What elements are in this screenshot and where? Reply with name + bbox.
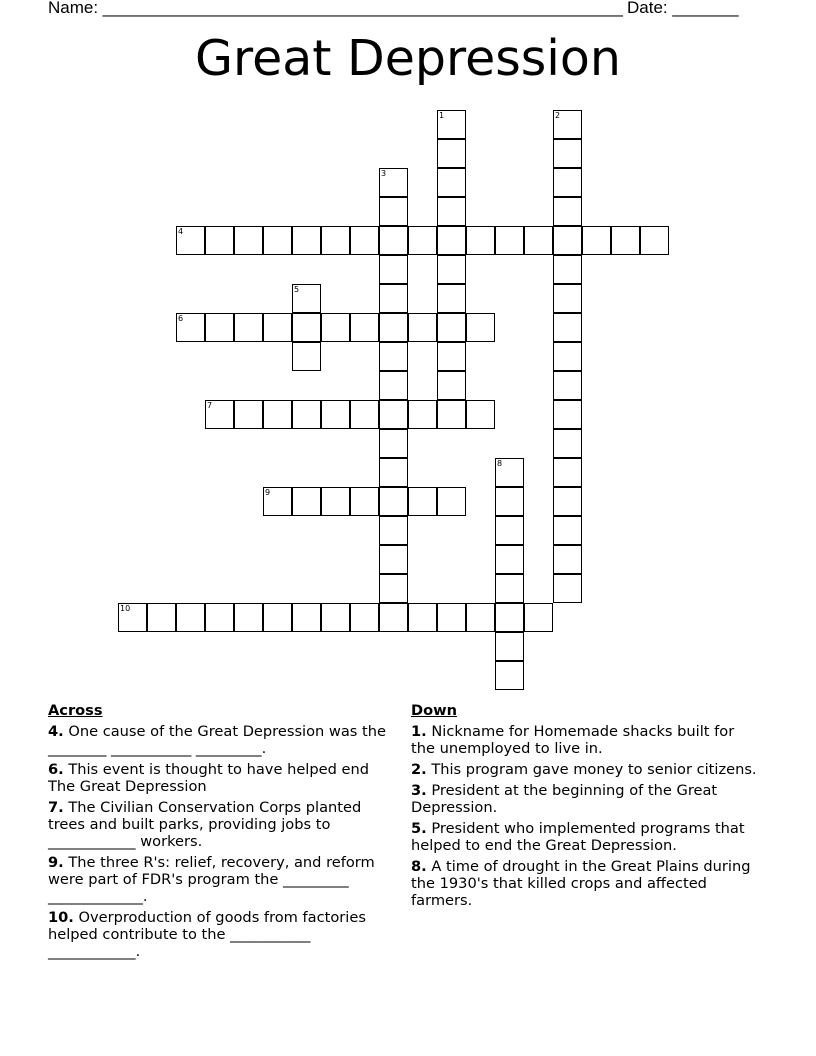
grid-cell[interactable]: [147, 603, 176, 632]
clue-number: 9.: [48, 854, 64, 871]
grid-cell[interactable]: [495, 661, 524, 690]
grid-cell[interactable]: [263, 603, 292, 632]
grid-cell[interactable]: [176, 603, 205, 632]
grid-cell[interactable]: [553, 284, 582, 313]
grid-cell[interactable]: [379, 487, 408, 516]
grid-cell[interactable]: [553, 458, 582, 487]
clue-number-label: 8: [497, 459, 503, 468]
grid-cell[interactable]: [205, 226, 234, 255]
grid-cell[interactable]: [321, 313, 350, 342]
grid-cell[interactable]: [524, 603, 553, 632]
clue-number: 1.: [411, 723, 427, 740]
clue-number-label: 4: [178, 227, 184, 236]
grid-cell[interactable]: [292, 400, 321, 429]
across-clues: [48, 702, 393, 964]
clue-number-label: 9: [265, 488, 271, 497]
grid-cell[interactable]: [553, 255, 582, 284]
across-heading: Across: [48, 702, 103, 719]
grid-cell[interactable]: [205, 603, 234, 632]
grid-cell[interactable]: [640, 226, 669, 255]
grid-cell[interactable]: [379, 574, 408, 603]
grid-cell[interactable]: [437, 313, 466, 342]
grid-cell[interactable]: [321, 603, 350, 632]
grid-cell[interactable]: [611, 226, 640, 255]
grid-cell[interactable]: [437, 603, 466, 632]
page-title: Great Depression: [195, 30, 621, 87]
grid-cell[interactable]: [553, 313, 582, 342]
grid-cell[interactable]: [495, 574, 524, 603]
clue-number: 7.: [48, 799, 64, 816]
grid-cell[interactable]: [350, 313, 379, 342]
date-field-line[interactable]: Date: _______: [627, 0, 739, 17]
grid-cell[interactable]: [437, 226, 466, 255]
grid-cell[interactable]: [553, 197, 582, 226]
grid-cell[interactable]: [553, 371, 582, 400]
clue-number: 6.: [48, 761, 64, 778]
clue-number: 5.: [411, 820, 427, 837]
clue-number: 2.: [411, 761, 427, 778]
clue-number-label: 6: [178, 314, 184, 323]
grid-cell[interactable]: [408, 313, 437, 342]
clue-down-8: [411, 858, 761, 909]
grid-cell[interactable]: [408, 400, 437, 429]
clue-across-6: [48, 761, 393, 795]
grid-cell[interactable]: [553, 168, 582, 197]
grid-cell[interactable]: [466, 226, 495, 255]
clue-number-label: 7: [207, 401, 213, 410]
grid-cell[interactable]: [350, 487, 379, 516]
grid-cell[interactable]: [553, 545, 582, 574]
grid-cell[interactable]: [292, 226, 321, 255]
grid-cell[interactable]: [437, 487, 466, 516]
clue-number: 8.: [411, 858, 427, 875]
grid-cell[interactable]: [582, 226, 611, 255]
grid-cell[interactable]: [234, 603, 263, 632]
grid-cell[interactable]: [553, 139, 582, 168]
down-clues: [411, 702, 761, 913]
clue-down-1: [411, 723, 761, 757]
clue-text: This event is thought to have helped end The Great Depression: [48, 761, 369, 795]
grid-cell[interactable]: [379, 400, 408, 429]
grid-cell[interactable]: [379, 371, 408, 400]
clue-number: 3.: [411, 782, 427, 799]
grid-cell[interactable]: [553, 487, 582, 516]
grid-cell[interactable]: [350, 400, 379, 429]
clue-number: 10.: [48, 909, 74, 926]
grid-cell[interactable]: [437, 400, 466, 429]
clue-number-label: 1: [439, 111, 445, 120]
grid-cell[interactable]: [234, 226, 263, 255]
clue-across-4: [48, 723, 393, 757]
grid-cell[interactable]: [379, 458, 408, 487]
clue-number-label: 3: [381, 169, 387, 178]
grid-cell[interactable]: [437, 342, 466, 371]
grid-cell[interactable]: [379, 545, 408, 574]
grid-cell[interactable]: [495, 226, 524, 255]
grid-cell[interactable]: [553, 226, 582, 255]
grid-cell[interactable]: [466, 313, 495, 342]
clue-across-9: [48, 854, 393, 905]
grid-cell[interactable]: [379, 284, 408, 313]
grid-cell[interactable]: [350, 226, 379, 255]
clue-text: Overproduction of goods from factories helped contribute to the ___________ ____________.: [48, 909, 366, 960]
grid-cell[interactable]: [437, 197, 466, 226]
grid-cell[interactable]: [379, 603, 408, 632]
grid-cell[interactable]: [553, 400, 582, 429]
clue-text: The three R's: relief, recovery, and reform were part of FDR's program the _________ _____________.: [48, 854, 375, 905]
clue-number-label: 2: [555, 111, 561, 120]
grid-cell[interactable]: [437, 371, 466, 400]
grid-cell[interactable]: [495, 516, 524, 545]
clue-text: A time of drought in the Great Plains during the 1930's that killed crops and affected farmers.: [411, 858, 751, 909]
grid-cell[interactable]: [408, 226, 437, 255]
grid-cell[interactable]: [408, 487, 437, 516]
clue-number-label: 10: [120, 604, 131, 613]
grid-cell[interactable]: [495, 632, 524, 661]
grid-cell[interactable]: [292, 313, 321, 342]
clue-number: 4.: [48, 723, 64, 740]
grid-cell[interactable]: [292, 487, 321, 516]
grid-cell[interactable]: [379, 516, 408, 545]
clue-text: This program gave money to senior citizens.: [431, 761, 757, 778]
grid-cell[interactable]: [495, 603, 524, 632]
grid-cell[interactable]: [437, 139, 466, 168]
grid-cell[interactable]: [321, 487, 350, 516]
grid-cell[interactable]: [524, 226, 553, 255]
grid-cell[interactable]: [263, 313, 292, 342]
grid-cell[interactable]: [234, 400, 263, 429]
grid-cell[interactable]: [466, 400, 495, 429]
grid-cell[interactable]: [234, 313, 263, 342]
grid-cell[interactable]: [495, 487, 524, 516]
grid-cell[interactable]: [379, 226, 408, 255]
grid-cell[interactable]: [379, 313, 408, 342]
clue-text: The Civilian Conservation Corps planted trees and built parks, providing jobs to ____________ workers.: [48, 799, 362, 850]
grid-cell[interactable]: [495, 545, 524, 574]
grid-cell[interactable]: [379, 197, 408, 226]
grid-cell[interactable]: [553, 516, 582, 545]
grid-cell[interactable]: [350, 603, 379, 632]
clue-number-label: 5: [294, 285, 300, 294]
grid-cell[interactable]: [553, 429, 582, 458]
clue-down-3: [411, 782, 761, 816]
grid-cell[interactable]: [205, 313, 234, 342]
grid-cell[interactable]: [263, 226, 292, 255]
grid-cell[interactable]: [292, 603, 321, 632]
grid-cell[interactable]: [553, 574, 582, 603]
grid-cell[interactable]: [379, 255, 408, 284]
grid-cell[interactable]: [553, 342, 582, 371]
grid-cell[interactable]: [437, 284, 466, 313]
grid-cell[interactable]: [437, 255, 466, 284]
grid-cell[interactable]: [437, 168, 466, 197]
grid-cell[interactable]: [321, 226, 350, 255]
grid-cell[interactable]: [379, 429, 408, 458]
clue-across-7: [48, 799, 393, 850]
down-heading: Down: [411, 702, 458, 719]
grid-cell[interactable]: [292, 342, 321, 371]
name-field-line[interactable]: Name: _______________________________________________________: [48, 0, 623, 17]
clue-text: Nickname for Homemade shacks built for the unemployed to live in.: [411, 723, 735, 757]
grid-cell[interactable]: [379, 342, 408, 371]
grid-cell[interactable]: [408, 603, 437, 632]
grid-cell[interactable]: [263, 400, 292, 429]
grid-cell[interactable]: [466, 603, 495, 632]
clue-text: President who implemented programs that helped to end the Great Depression.: [411, 820, 745, 854]
clue-across-10: [48, 909, 393, 960]
clue-down-2: [411, 761, 761, 778]
clue-text: One cause of the Great Depression was the ________ ___________ _________.: [48, 723, 386, 757]
clue-text: President at the beginning of the Great Depression.: [411, 782, 718, 816]
clue-down-5: [411, 820, 761, 854]
grid-cell[interactable]: [321, 400, 350, 429]
